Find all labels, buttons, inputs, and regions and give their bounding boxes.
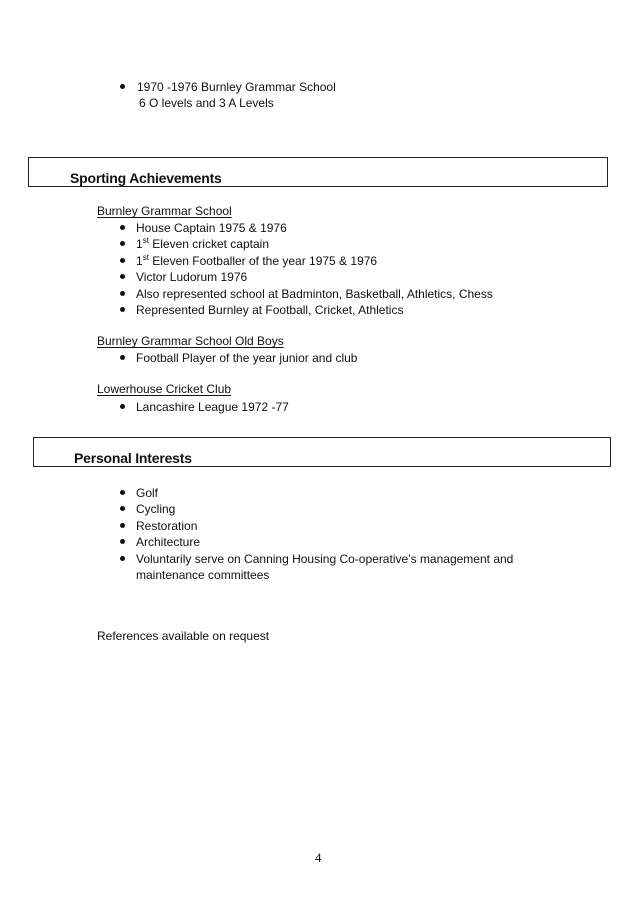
bullet-icon: [120, 307, 125, 312]
bullet-icon: [120, 258, 125, 263]
bullet-icon: [120, 291, 125, 296]
ordinal-suffix: st: [142, 253, 149, 262]
bullet-icon: [120, 506, 125, 511]
list-item: Cycling: [136, 502, 176, 516]
bullet-icon: [120, 404, 125, 409]
list-item: Restoration: [136, 519, 198, 533]
bullet-icon: [120, 490, 125, 495]
education-detail: 6 O levels and 3 A Levels: [139, 96, 274, 110]
bullet-icon: [120, 355, 125, 360]
education-item: 1970 -1976 Burnley Grammar School: [137, 80, 336, 94]
list-item: Architecture: [136, 535, 201, 549]
group-title-lowerhouse: Lowerhouse Cricket Club: [97, 382, 232, 396]
group-title-old-boys: Burnley Grammar School Old Boys: [97, 334, 284, 348]
personal-heading: Personal Interests: [74, 450, 192, 466]
bullet-icon: [120, 241, 125, 246]
bullet-icon: [120, 225, 125, 230]
bullet-icon: [120, 556, 125, 561]
page-number: 4: [315, 850, 322, 865]
list-item-text: Eleven Footballer of the year 1975 & 1976: [152, 254, 378, 268]
list-item: Lancashire League 1972 -77: [136, 400, 289, 414]
list-item: House Captain 1975 & 1976: [136, 221, 287, 235]
list-item: Voluntarily serve on Canning Housing Co-operative’s management and: [136, 552, 514, 566]
bullet-icon: [120, 84, 125, 89]
list-item-continuation: maintenance committees: [136, 568, 270, 582]
ordinal-number: 1: [136, 237, 143, 251]
ordinal-number: 1: [136, 254, 143, 268]
group-title-bgs: Burnley Grammar School: [97, 204, 232, 218]
ordinal-suffix: st: [142, 236, 149, 245]
references-note: References available on request: [97, 629, 270, 643]
bullet-icon: [120, 539, 125, 544]
list-item: [136, 236, 269, 252]
list-item-text: Eleven cricket captain: [152, 237, 269, 251]
list-item: Also represented school at Badminton, Basketball, Athletics, Chess: [136, 287, 493, 301]
list-item: Football Player of the year junior and club: [136, 351, 358, 365]
list-item: [136, 253, 377, 269]
bullet-icon: [120, 274, 125, 279]
sporting-heading: Sporting Achievements: [70, 170, 222, 186]
bullet-icon: [120, 523, 125, 528]
list-item: Victor Ludorum 1976: [136, 270, 248, 284]
list-item: Represented Burnley at Football, Cricket, Athletics: [136, 303, 404, 317]
list-item: Golf: [136, 486, 159, 500]
